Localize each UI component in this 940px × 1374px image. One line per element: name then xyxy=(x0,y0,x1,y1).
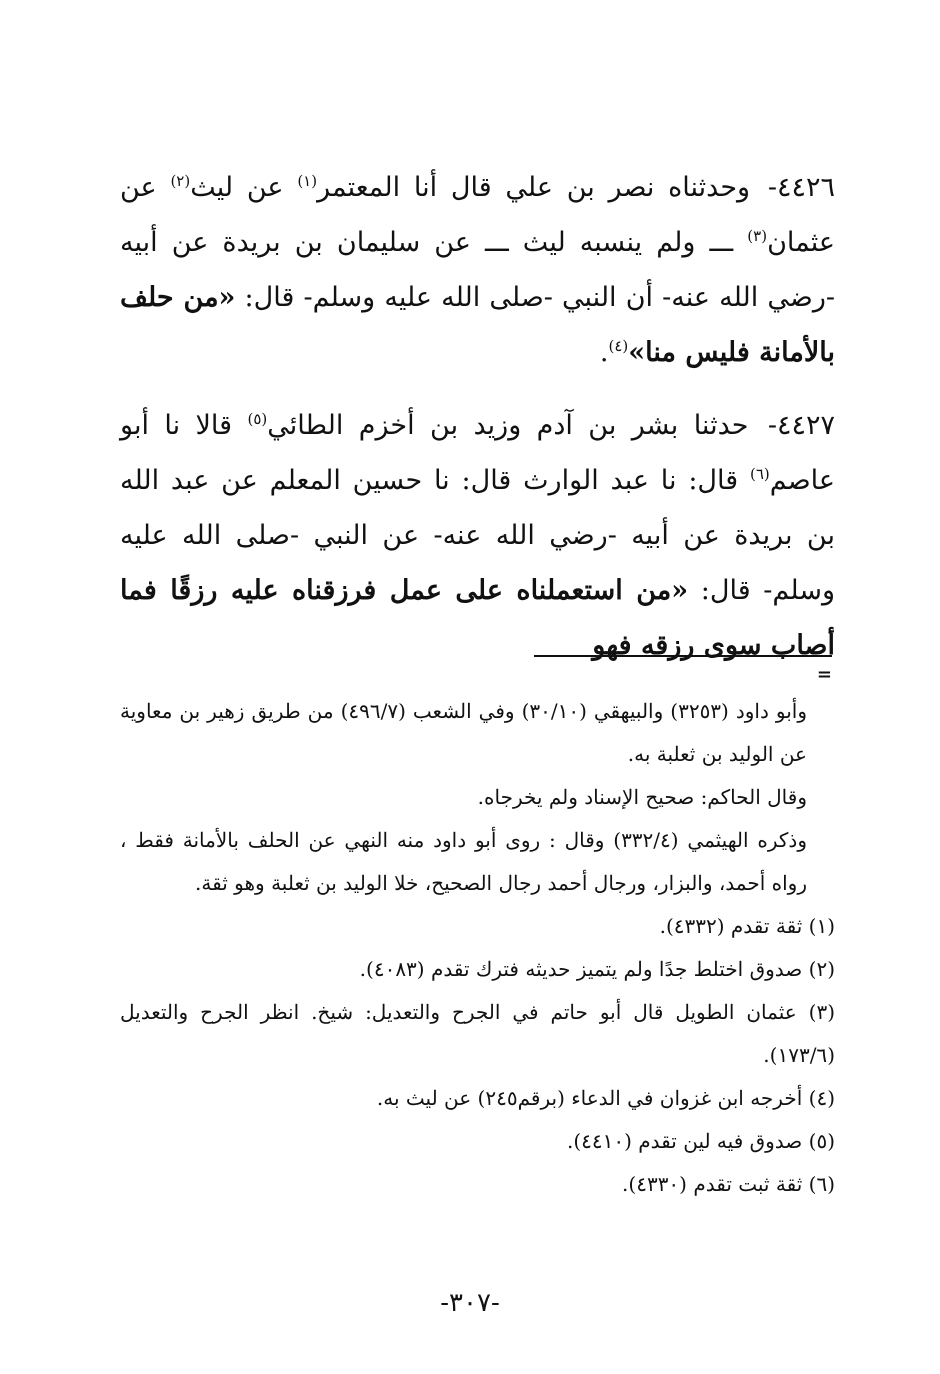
hadith-text: ـــ ولم ينسبه ليث ـــ عن سليمان بن بريدة عن أبيه -رضي الله عنه- أن النبي -صلى الله عليه وسلم- قال: xyxy=(120,227,835,313)
footnote-ref: (٤) xyxy=(608,337,629,355)
footnote-ref: (٣) xyxy=(747,227,768,245)
footnote-text: عثمان الطويل قال أبو حاتم في الجرح والتعديل: شيخ. انظر الجرح والتعديل (١٧٣/٦). xyxy=(120,1000,835,1067)
footnote-item xyxy=(120,1077,835,1120)
continuation-mark: = xyxy=(816,664,832,685)
hadith-quote: «من حلف بالأمانة فليس منا» xyxy=(120,282,835,368)
footnote-continuation-line: وقال الحاكم: صحيح الإسناد ولم يخرجاه. xyxy=(477,785,807,809)
footnote-marker: (٥) xyxy=(808,1129,835,1153)
hadith-number: ٤٤٢٧- xyxy=(767,410,836,441)
footnote-continuation xyxy=(120,690,835,905)
footnote-marker: (١) xyxy=(808,914,835,938)
footnote-marker: (٢) xyxy=(808,957,835,981)
footnotes-section xyxy=(120,690,835,1206)
footnote-ref: (١) xyxy=(297,172,318,190)
footnote-text: صدوق اختلط جدًا ولم يتميز حديثه فترك تقدم (٤٠٨٣). xyxy=(359,957,803,981)
footnote-ref: (٢) xyxy=(170,172,191,190)
hadith-quote: «من استعملناه على عمل فرزقناه عليه رزقًا فما أصاب سوى رزقه فهو xyxy=(120,575,835,661)
hadith-text: قالا نا أبو عاصم xyxy=(120,410,835,496)
hadith-text: قال: نا عبد الوارث قال: نا حسين المعلم عن عبد الله بن بريدة عن أبيه -رضي الله عنه- عن النبي -صلى الله عليه وسلم- قال: xyxy=(120,465,835,606)
footnote-separator xyxy=(534,655,832,657)
footnote-item xyxy=(120,905,835,948)
footnote-text: ثقة ثبت تقدم (٤٣٣٠). xyxy=(622,1172,803,1196)
footnote-item xyxy=(120,1163,835,1206)
footnote-item xyxy=(120,1120,835,1163)
footnote-marker: (٦) xyxy=(808,1172,835,1196)
hadith-end: . xyxy=(599,337,609,368)
footnote-ref: (٥) xyxy=(247,410,268,428)
hadith-text: حدثنا بشر بن آدم وزيد بن أخزم الطائي xyxy=(267,410,749,441)
hadith-text: عن ليث xyxy=(190,172,284,203)
footnote-text: صدوق فيه لين تقدم (٤٤١٠). xyxy=(567,1129,803,1153)
footnote-text: ثقة تقدم (٤٣٣٢). xyxy=(659,914,803,938)
footnote-text: أخرجه ابن غزوان في الدعاء (برقم٢٤٥) عن ليث به. xyxy=(376,1086,803,1110)
main-text xyxy=(120,160,835,691)
footnote-ref: (٦) xyxy=(749,465,770,483)
footnote-marker: (٤) xyxy=(808,1086,835,1110)
hadith-number: ٤٤٢٦- xyxy=(767,172,835,203)
footnote-item xyxy=(120,991,835,1077)
footnote-continuation-line: وذكره الهيثمي (٣٣٢/٤) وقال : روى أبو داود منه النهي عن الحلف بالأمانة فقط ، رواه أحمد، والبزار، ورجال أحمد رجال الصحيح، خلا الوليد بن ثعلبة وهو ثقة. xyxy=(120,828,807,895)
hadith-4426 xyxy=(120,160,835,380)
footnote-list xyxy=(120,905,835,1206)
hadith-text: وحدثناه نصر بن علي قال أنا المعتمر xyxy=(317,172,751,203)
page-number: -٣٠٧- xyxy=(440,1288,500,1318)
hadith-text: عن عثمان xyxy=(120,172,835,258)
hadith-4427 xyxy=(120,398,835,673)
footnote-item xyxy=(120,948,835,991)
footnote-marker: (٣) xyxy=(808,1000,835,1024)
footnote-continuation-line: وأبو داود (٣٢٥٣) والبيهقي (٣٠/١٠) وفي الشعب (٤٩٦/٧) من طريق زهير بن معاوية عن الوليد بن ثعلبة به. xyxy=(120,699,807,766)
